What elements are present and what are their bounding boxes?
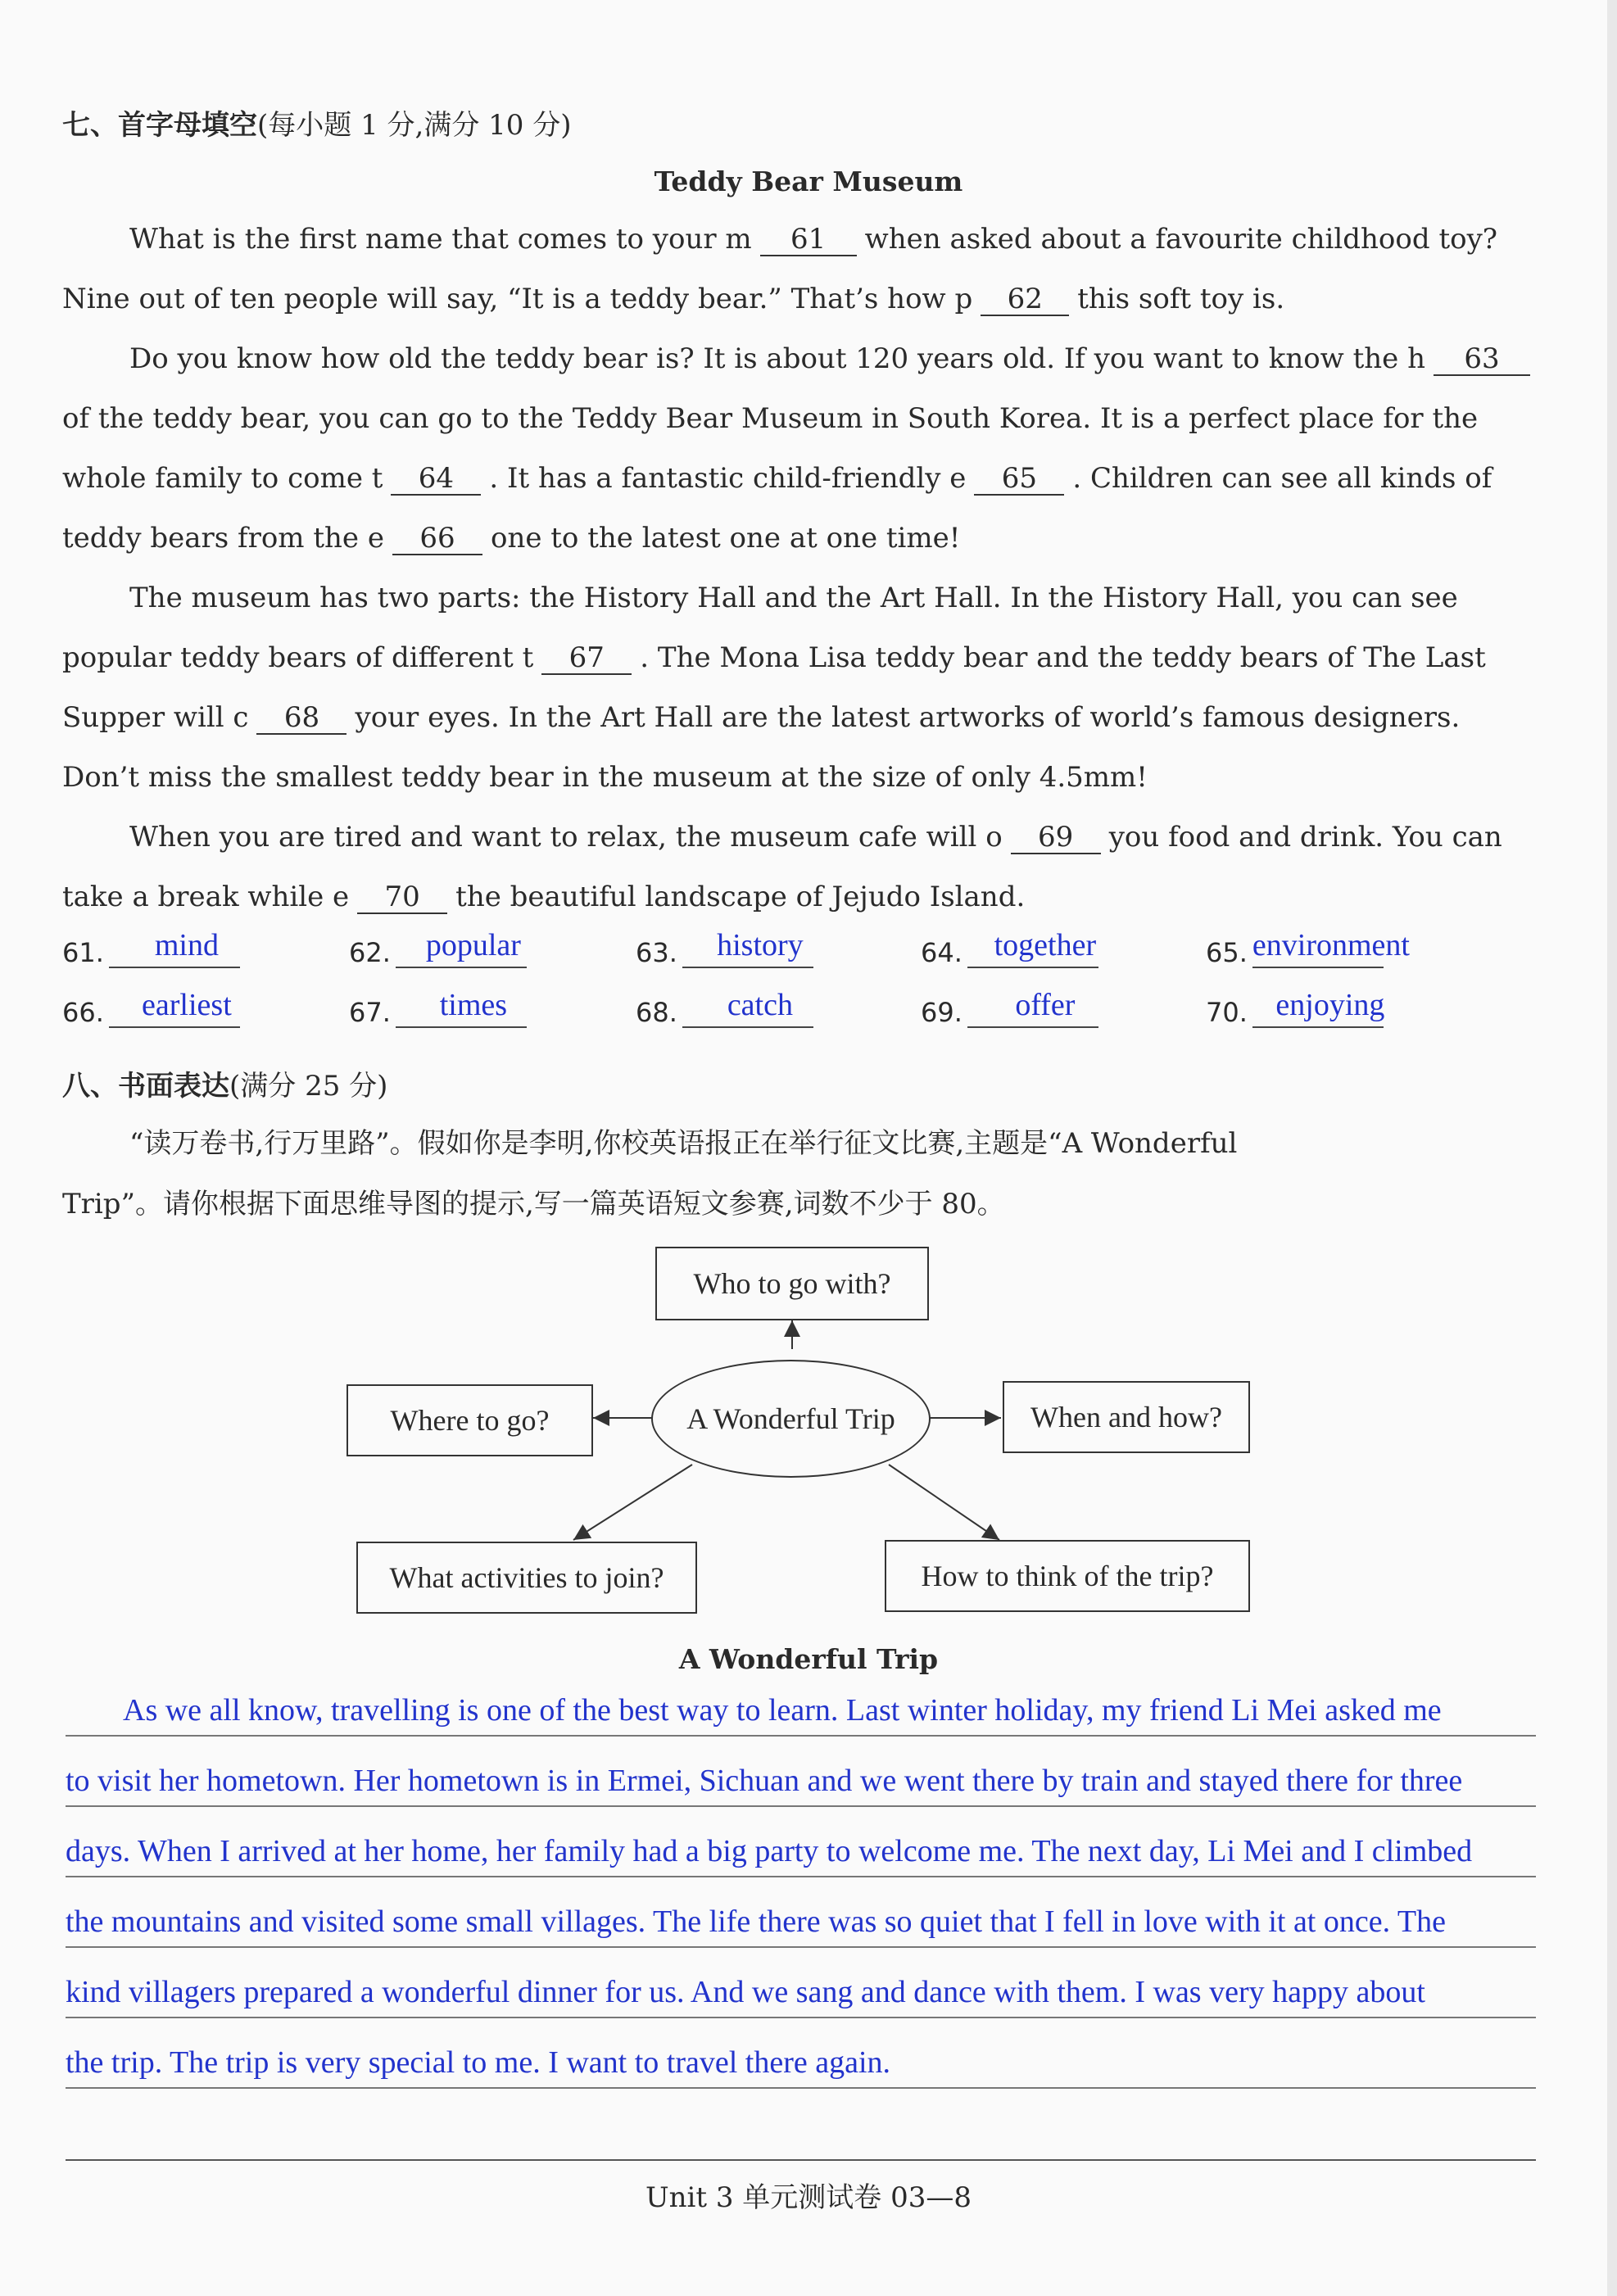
page-footer: Unit 3 单元测试卷 03—8 xyxy=(645,2181,972,2214)
writing-rule xyxy=(66,1876,1536,1877)
answer-62: 62. popular xyxy=(349,934,527,968)
essay-line-1: As we all know, travelling is one of the best way to learn. Last winter holiday, my friend Li Mei asked me xyxy=(123,1693,1442,1728)
writing-rule xyxy=(66,1805,1536,1807)
blank-69: 69 xyxy=(1011,822,1101,854)
answer-67: 67. times xyxy=(349,994,527,1028)
mindmap-right-box: When and how? xyxy=(1003,1381,1250,1453)
answer-61: 61. mind xyxy=(62,934,240,968)
blank-65: 65 xyxy=(974,464,1064,496)
answer-word: catch xyxy=(727,988,793,1022)
essay-line-5: kind villagers prepared a wonderful dinner for us. And we sang and dance with them. I was very happy about xyxy=(66,1975,1425,2009)
section-7-note: (每小题 1 分,满分 10 分) xyxy=(257,109,572,142)
mindmap-bottom-right-box: How to think of the trip? xyxy=(885,1540,1250,1612)
page-edge xyxy=(1607,0,1617,2296)
section-8-note: (满分 25 分) xyxy=(229,1070,388,1103)
passage-line-1: What is the first name that comes to your m 61 when asked about a favourite childhood toy? xyxy=(129,223,1498,256)
passage-line-8: popular teddy bears of different t 67 . The Mona Lisa teddy bear and the teddy bears of The Last xyxy=(62,641,1486,674)
answer-68: 68. catch xyxy=(636,994,813,1028)
blank-66: 66 xyxy=(392,523,482,555)
blank-68: 68 xyxy=(256,703,346,735)
arrow-to-bottom-right xyxy=(889,1465,999,1540)
answer-word: popular xyxy=(425,928,521,962)
prompt-line-2: Trip”。请你根据下面思维导图的提示,写一篇英语短文参赛,词数不少于 80。 xyxy=(62,1188,1005,1220)
answer-69: 69. offer xyxy=(921,994,1098,1028)
answer-word: together xyxy=(994,928,1097,962)
essay-title: A Wonderful Trip xyxy=(678,1643,939,1675)
passage-line-11: When you are tired and want to relax, the museum cafe will o 69 you food and drink. You can xyxy=(129,821,1502,854)
passage-line-5: whole family to come t 64 . It has a fantastic child-friendly e 65 . Children can see all kinds of xyxy=(62,462,1492,495)
answer-word: history xyxy=(717,928,804,962)
answer-word: earliest xyxy=(142,988,232,1022)
mindmap-bottom-left-box: What activities to join? xyxy=(356,1542,697,1614)
answer-word: offer xyxy=(1015,988,1076,1022)
blank-64: 64 xyxy=(391,464,481,496)
passage-line-3: Do you know how old the teddy bear is? It is about 120 years old. If you want to know the h 63 xyxy=(62,342,1600,376)
mindmap-left-box: Where to go? xyxy=(346,1384,593,1456)
answer-70: 70. enjoying xyxy=(1206,994,1384,1028)
passage-title: Teddy Bear Museum xyxy=(654,165,963,197)
blank-70: 70 xyxy=(357,882,447,914)
mindmap-center: A Wonderful Trip xyxy=(651,1360,931,1478)
blank-63: 63 xyxy=(1434,344,1530,376)
passage-line-12: take a break while e 70 the beautiful landscape of Jejudo Island. xyxy=(62,881,1026,913)
writing-rule xyxy=(66,2087,1536,2089)
prompt-line-1: “读万卷书,行万里路”。假如你是李明,你校英语报正在举行征文比赛,主题是“A Wonderful xyxy=(129,1127,1238,1160)
blank-61: 61 xyxy=(760,224,857,256)
blank-62: 62 xyxy=(981,284,1069,316)
answer-63: 63. history xyxy=(636,934,813,968)
writing-rule xyxy=(66,1946,1536,1948)
footer-rule xyxy=(66,2159,1536,2161)
passage-line-10: Don’t miss the smallest teddy bear in the museum at the size of only 4.5mm! xyxy=(62,761,1148,794)
answer-65: 65. environment xyxy=(1206,928,1410,968)
answer-word: times xyxy=(439,988,508,1022)
answer-66: 66. earliest xyxy=(62,994,240,1028)
writing-rule xyxy=(66,1735,1536,1737)
arrow-to-bottom-left xyxy=(573,1465,692,1540)
section-8-label: 八、书面表达 xyxy=(62,1070,229,1103)
answer-word: enjoying xyxy=(1275,988,1385,1022)
passage-line-4: of the teddy bear, you can go to the Teddy Bear Museum in South Korea. It is a perfect place for the xyxy=(62,402,1479,435)
essay-line-3: days. When I arrived at her home, her family had a big party to welcome me. The next day, Li Mei and I climbed xyxy=(66,1834,1473,1868)
passage-line-9: Supper will c 68 your eyes. In the Art Hall are the latest artworks of world’s famous designers. xyxy=(62,701,1461,734)
writing-rule xyxy=(66,2017,1536,2018)
blank-67: 67 xyxy=(541,643,632,675)
answer-64: 64. together xyxy=(921,934,1098,968)
essay-line-6: the trip. The trip is very special to me. I want to travel there again. xyxy=(66,2045,891,2080)
passage-line-2: Nine out of ten people will say, “It is a teddy bear.” That’s how p 62 this soft toy is. xyxy=(62,283,1285,315)
answer-word: mind xyxy=(154,928,219,962)
answer-word: environment xyxy=(1252,928,1410,962)
passage-line-6: teddy bears from the e 66 one to the latest one at one time! xyxy=(62,522,961,555)
essay-line-2: to visit her hometown. Her hometown is in Ermei, Sichuan and we went there by train and stayed there for three xyxy=(66,1764,1463,1798)
mindmap-top-box: Who to go with? xyxy=(655,1247,929,1320)
passage-line-7: The museum has two parts: the History Hall and the Art Hall. In the History Hall, you can see xyxy=(129,582,1458,614)
essay-line-4: the mountains and visited some small villages. The life there was so quiet that I fell in love with it at once. The xyxy=(66,1904,1446,1939)
section-7-label: 七、首字母填空 xyxy=(62,109,257,142)
